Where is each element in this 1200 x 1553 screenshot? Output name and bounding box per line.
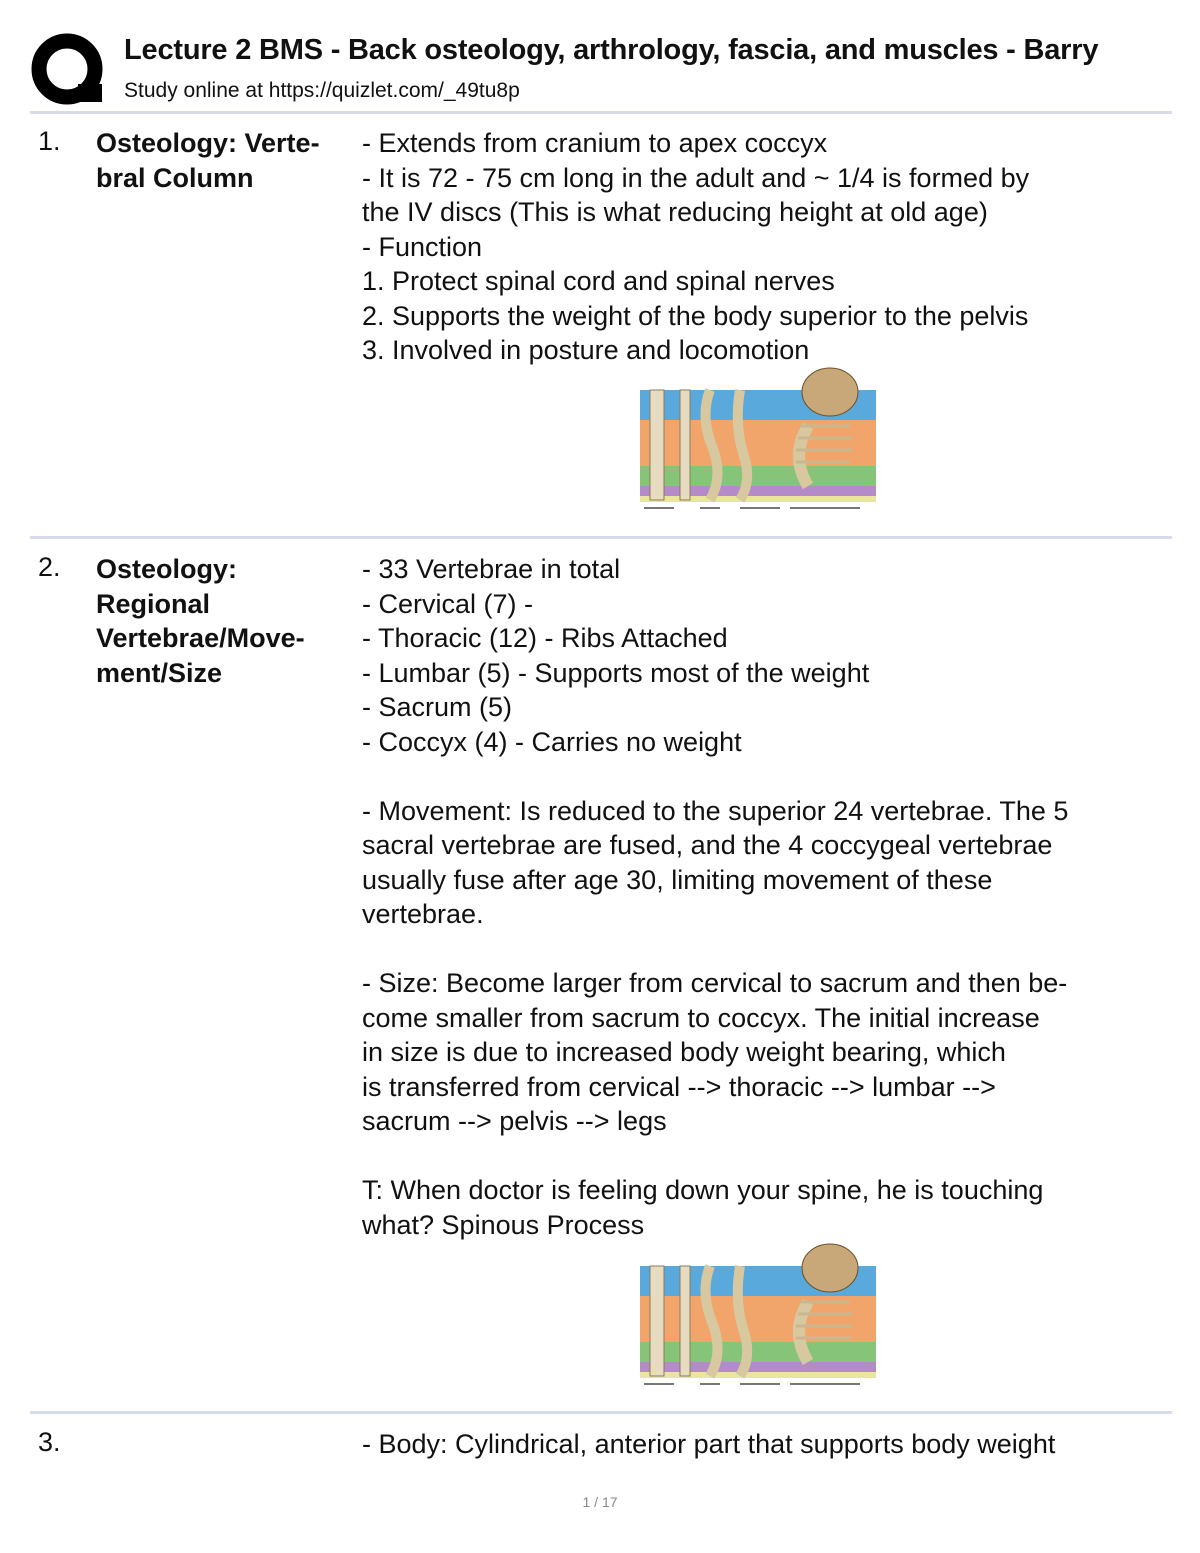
card-number: 1. [38, 126, 61, 156]
page-number: 1 / 17 [582, 1494, 618, 1510]
document-title: Lecture 2 BMS - Back osteology, arthrology, fascia, and muscles - Barry [124, 34, 1099, 66]
quizlet-logo-icon [30, 32, 104, 106]
page-header [30, 28, 1190, 108]
flashcard-3 [30, 1427, 1172, 1467]
card-term: Osteology: Regional Vertebrae/Move- ment/Size [96, 554, 305, 688]
flashcard-2 [30, 552, 1172, 1402]
card-number: 2. [38, 552, 61, 582]
vertebral-column-figure [640, 1242, 876, 1390]
card-definition: - Body: Cylindrical, anterior part that supports body weight [362, 1429, 1056, 1459]
vertebral-column-figure [640, 366, 876, 514]
card-divider [30, 536, 1172, 539]
flashcard-1 [30, 126, 1172, 526]
card-term: Osteology: Verte- bral Column [96, 128, 320, 193]
card-number: 3. [38, 1427, 61, 1457]
study-link[interactable]: Study online at https://quizlet.com/_49tu8p [124, 79, 520, 102]
card-definition: - Extends from cranium to apex coccyx - It is 72 - 75 cm long in the adult and ~ 1/4 is formed by the IV discs (This is what reducing height at old age) - Function 1. Protect spinal cord and spinal nerves 2. Supports the weight of the body superior to the pelvis 3. Involved in posture and locomotion [362, 128, 1030, 365]
card-divider [30, 1411, 1172, 1414]
card-definition: - 33 Vertebrae in total - Cervical (7) - - Thoracic (12) - Ribs Attached - Lumbar (5) - Supports most of the weight - Sacrum (5) - Coccyx (4) - Carries no weight - Movement: Is reduced to the superior 24 vertebrae. The 5 sacral vertebrae are fused, and the 4 coccygeal vertebrae usually fuse after age 30, limiting movement of these vertebrae. - Size: Become larger from cervical to sacrum and then be- come smaller from sacrum to coccyx. The initial increase in size is due to increased body weight bearing, which is transferred from cervical --> thoracic --> lumbar --> sacrum --> pelvis --> legs T: When doctor is feeling down your spine, he is touching what? Spinous Process [362, 554, 1069, 1240]
header-divider [30, 111, 1172, 114]
